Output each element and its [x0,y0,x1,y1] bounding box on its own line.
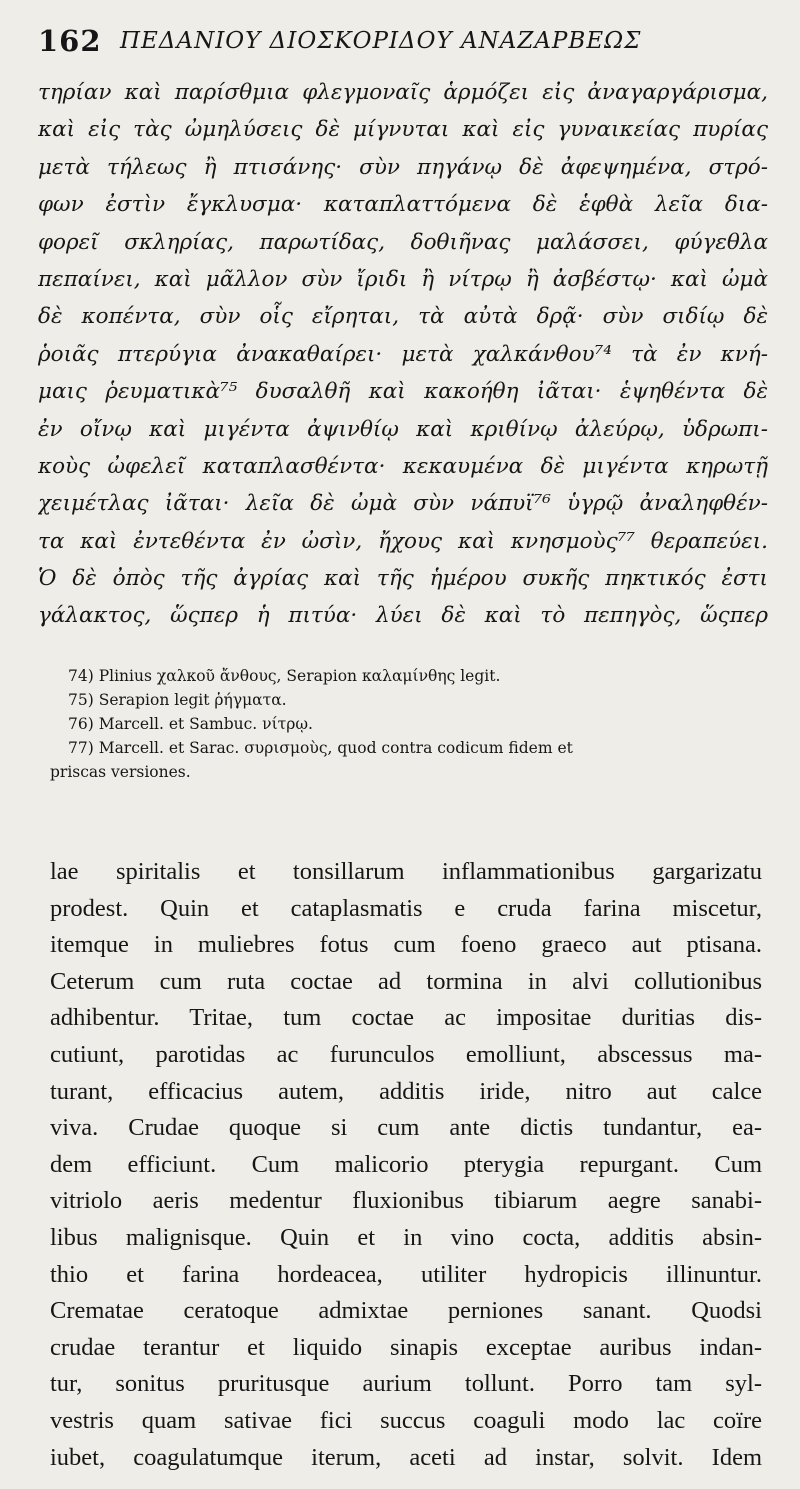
greek-line: τα καὶ ἐντεθέντα ἐν ὠσὶν, ἤχους καὶ κνησμοὺς⁷⁷ θεραπεύει. [38,528,768,554]
latin-line: dem efficiunt. Cum malicorio pterygia repurgant. Cum [50,1150,762,1178]
greek-line: φορεῖ σκληρίας, παρωτίδας, δοθιῆνας μαλάσσει, φύγεθλα [38,229,768,255]
footnotes [50,664,760,784]
latin-line: turant, efficacius autem, additis iride, nitro aut calce [50,1077,762,1105]
page-number: 162 [38,24,102,58]
latin-line: itemque in muliebres fotus cum foeno graeco aut ptisana. [50,931,762,959]
latin-line: adhibentur. Tritae, tum coctae ac impositae duritias dis- [50,1004,762,1032]
latin-line: lae spiritalis et tonsillarum inflammationibus gargarizatu [50,858,762,885]
footnote: 75) Serapion legit ῥήγματα. [68,691,287,709]
running-title: ΠΕΔΑΝΙΟΥ ΔΙΟΣΚΟΡΙΔΟΥ ΑΝΑΖΑΡΒΕΩΣ [120,28,642,54]
greek-line: ῥοιᾶς πτερύγια ἀνακαθαίρει· μετὰ χαλκάνθου⁷⁴ τὰ ἐν κνή- [38,341,768,367]
greek-line: γάλακτος, ὥςπερ ἡ πιτύα· λύει δὲ καὶ τὸ πεπηγὸς, ὥςπερ [38,603,768,629]
footnote: 76) Marcell. et Sambuc. νίτρῳ. [68,715,313,733]
latin-translation [50,854,762,1476]
latin-line: iubet, coagulatumque iterum, aceti ad instar, solvit. Idem [50,1443,762,1471]
greek-line: φων ἐστὶν ἔγκλυσμα· καταπλαττόμενα δὲ ἑφθὰ λεῖα δια- [38,192,768,218]
latin-line: cutiunt, parotidas ac furunculos emolliunt, abscessus ma- [50,1040,762,1068]
greek-line: καὶ εἰς τὰς ὠμηλύσεις δὲ μίγνυται καὶ εἰς γυναικείας πυρίας [38,117,768,143]
latin-line: prodest. Quin et cataplasmatis e cruda farina miscetur, [50,894,762,922]
greek-line: μαις ῥευματικὰ⁷⁵ δυσαλθῆ καὶ κακοήθη ἰᾶται· ἑψηθέντα δὲ [38,379,768,405]
latin-line: tur, sonitus pruritusque aurium tollunt. Porro tam syl- [50,1370,762,1398]
running-head [38,22,768,62]
footnote: 77) Marcell. et Sarac. συρισμοὺς, quod contra codicum fidem et [68,739,573,757]
greek-line: κοὺς ὠφελεῖ καταπλασθέντα· κεκαυμένα δὲ μιγέντα κηρωτῇ [38,453,768,479]
greek-line: πεπαίνει, καὶ μᾶλλον σὺν ἴριδι ἢ νίτρῳ ἢ ἀσβέστῳ· καὶ ὠμὰ [38,266,768,292]
latin-line: libus malignisque. Quin et in vino cocta, additis absin- [50,1223,762,1251]
latin-line: Crematae ceratoque admixtae perniones sanant. Quodsi [50,1297,762,1325]
greek-line: ἐν οἴνῳ καὶ μιγέντα ἀψινθίῳ καὶ κριθίνῳ ἀλεύρῳ, ὑδρωπι- [38,416,768,442]
footnote: 74) Plinius χαλκοῦ ἄνθους, Serapion καλαμίνθης legit. [68,667,501,685]
latin-line: vitriolo aeris medentur fluxionibus tibiarum aegre sanabi- [50,1187,762,1215]
greek-text [38,74,768,635]
greek-line: Ὁ δὲ ὀπὸς τῆς ἀγρίας καὶ τῆς ἡμέρου συκῆς πηκτικός ἐστι [38,566,768,592]
latin-line: thio et farina hordeacea, utiliter hydropicis illinuntur. [50,1260,762,1288]
greek-line: δὲ κοπέντα, σὺν οἷς εἴρηται, τὰ αὐτὰ δρᾷ· σὺν σιδίῳ δὲ [38,304,768,330]
greek-line: μετὰ τήλεως ἢ πτισάνης· σὺν πηγάνῳ δὲ ἀφεψημένα, στρό- [38,154,768,180]
latin-line: Ceterum cum ruta coctae ad tormina in alvi collutionibus [50,967,762,995]
latin-line: vestris quam sativae fici succus coaguli modo lac coïre [50,1406,762,1434]
greek-line: χειμέτλας ἰᾶται· λεῖα δὲ ὠμὰ σὺν νάπυϊ⁷⁶ ὑγρῷ ἀναληφθέν- [38,491,768,517]
latin-line: crudae terantur et liquido sinapis exceptae auribus indan- [50,1333,762,1361]
latin-line: viva. Crudae quoque si cum ante dictis tundantur, ea- [50,1114,762,1142]
footnote-continuation: priscas versiones. [50,763,191,781]
greek-line: τηρίαν καὶ παρίσθμια φλεγμοναῖς ἁρμόζει εἰς ἀναγαργάρισμα, [38,80,768,105]
